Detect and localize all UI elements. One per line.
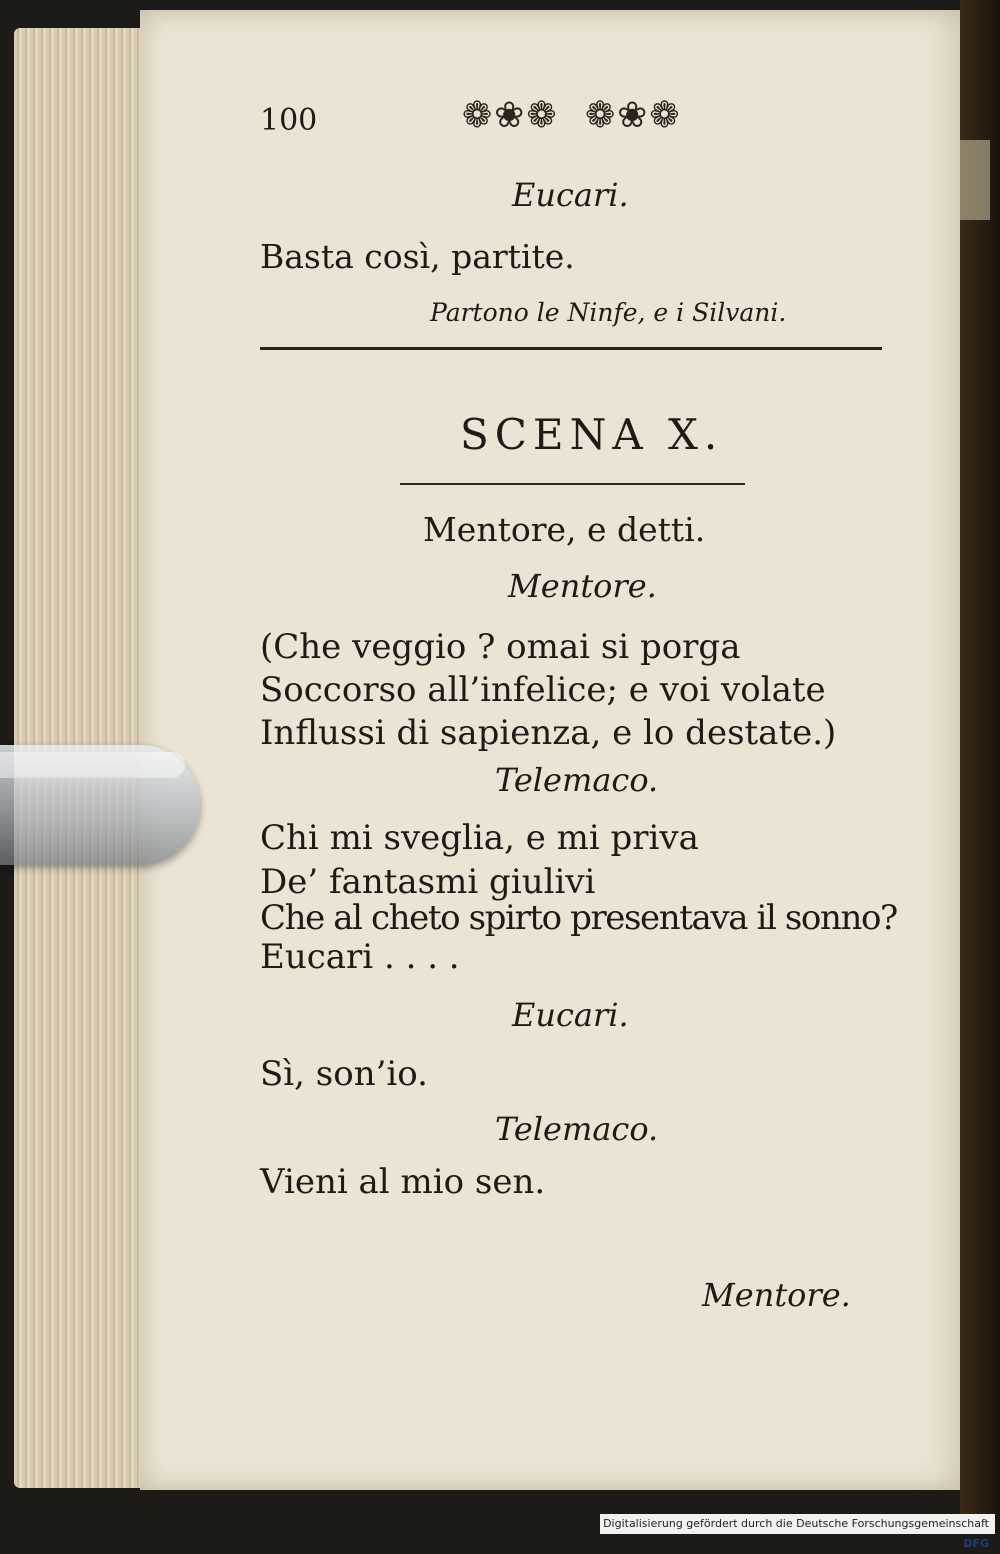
ornament-right: ❁❀❁ <box>585 95 682 136</box>
verse-line: Soccorso all’infelice; e voi volate <box>260 670 826 710</box>
footer-text: Digitalisierung gefördert durch die Deutsche Forschungsgemeinschaft · <box>603 1517 989 1550</box>
verse-line: Sì, son’io. <box>260 1054 428 1094</box>
verse-line: Vieni al mio sen. <box>260 1162 546 1202</box>
ornament-left: ❁❀❁ <box>462 95 559 136</box>
book-clip-highlight <box>0 752 185 778</box>
stage-direction: Partono le Ninfe, e i Silvani. <box>430 298 787 327</box>
verse-line: Chi mi sveglia, e mi priva <box>260 818 699 858</box>
page-number: 100 <box>260 103 318 138</box>
scene-heading: SCENA X. <box>460 410 724 459</box>
verse-line: Basta così, partite. <box>260 237 575 276</box>
facing-page-bleed <box>960 140 990 220</box>
book-gutter <box>960 0 1000 1534</box>
verse-line: De’ fantasmi giulivi <box>260 862 596 902</box>
speaker-telemaco: Telemaco. <box>495 761 659 799</box>
speaker-mentore: Mentore. <box>508 567 657 605</box>
verse-line: Che al cheto spirto presentava il sonno? <box>260 898 897 938</box>
speaker-eucari: Eucari. <box>512 996 629 1034</box>
section-rule <box>260 347 882 350</box>
dfg-logo: DFG <box>963 1537 989 1550</box>
digitization-footer <box>600 1514 995 1550</box>
cast-line: Mentore, e detti. <box>423 510 706 549</box>
speaker-eucari: Eucari. <box>512 176 629 214</box>
verse-line: Eucari . . . . <box>260 937 460 977</box>
verse-line: Influssi di sapienza, e lo destate.) <box>260 713 837 753</box>
catchword: Mentore. <box>702 1276 851 1314</box>
scene-rule <box>400 483 745 485</box>
speaker-telemaco: Telemaco. <box>495 1110 659 1148</box>
verse-line: (Che veggio ? omai si porga <box>260 627 741 667</box>
